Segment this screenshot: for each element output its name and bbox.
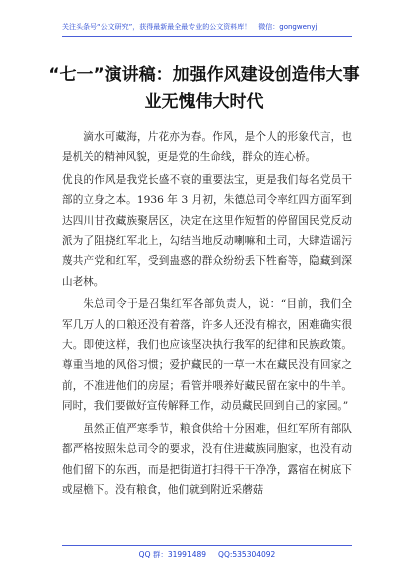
paragraph-2: 优良的作风是我党长盛不衰的重要法宝，更是我们每名党员干部的立身之本。1936 年 3 月初，朱德总司令率红四方面军到达四川甘孜藏族聚居区，决定在这里作短暂的停留国民党反动派为了阻挠红军北上，勾结当地反动喇嘛和土司，大肆造谣污蔑共产党和红军，受到蛊惑的群众纷纷丢下牲畜等，隐藏到深山老林。 [62,173,352,288]
header-promo-note: 关注头条号“公文研究”，获得最新最全最专业的公文资料库！ 微信：gongwenyj [62,23,318,31]
footer-qq: QQ:535304092 [218,550,276,559]
footer-qq-group: QQ 群：31991489 [138,550,207,559]
footer-divider [62,545,352,546]
paragraph-4: 虽然正值严寒季节，粮食供给十分困难，但红军所有部队都严格按照朱总司令的要求，没有住进藏族同胞家，也没有动他们留下的东西，而是把街道打扫得干干净净，露宿在树底下或屋檐下。没有粮食，他们就到附近采蘑菇 [62,422,352,496]
document-body [62,127,352,502]
title-line-1: “七一”演讲稿：加强作风建设创造伟大事 [48,65,360,85]
document-title [46,62,362,116]
paragraph-1: 滴水可藏海，片花亦为春。作风，是个人的形象代言，也是机关的精神风貌，更是党的生命线，群众的连心桥。 [62,131,352,164]
header-divider [62,36,352,37]
footer-contact [62,548,352,562]
paragraph-3: 朱总司令于是召集红军各部负责人，说：“目前，我们全军几万人的口粮还没有着落，许多人还没有棉衣，困难确实很大。即使这样，我们也应该坚决执行我军的纪律和民族政策。尊重当地的风俗习惯；爱护藏民的一草一木在藏民没有回家之前，不准进他们的房屋；看管并喂养好藏民留在家中的牛羊。同时，我们要做好宣传解释工作，动员藏民回到自己的家园。” [62,298,352,413]
title-line-2: 业无愧伟大时代 [144,92,264,112]
